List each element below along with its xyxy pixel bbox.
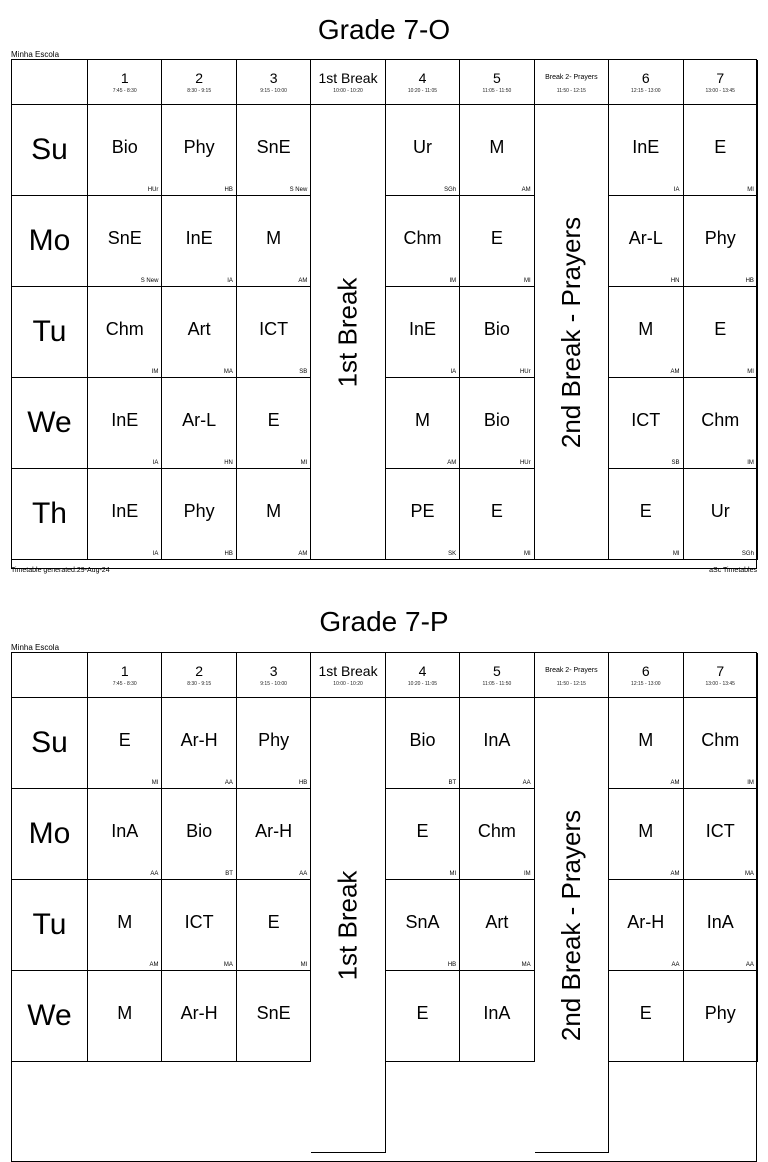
lesson-cell	[88, 287, 162, 378]
subject-code: SnA	[405, 911, 440, 932]
period-label: 3	[269, 663, 278, 679]
teacher-code: IA	[152, 460, 159, 466]
generated-date: Timetable generated:29-Aug-24	[11, 567, 110, 574]
lesson-cell	[684, 789, 758, 880]
period-time: 11:50 - 12:15	[556, 681, 586, 687]
lesson-cell	[684, 287, 758, 378]
lesson-cell	[684, 698, 758, 789]
period-label: Break 2- Prayers	[545, 74, 598, 81]
period-header	[535, 60, 609, 105]
period-label: 1	[120, 663, 129, 679]
subject-code: Bio	[483, 318, 510, 339]
subject-code: InA	[483, 729, 511, 750]
period-time: 13:00 - 13:45	[705, 88, 735, 94]
period-time: 10:00 - 10:20	[333, 681, 363, 687]
period-time: 11:05 - 11:50	[482, 681, 512, 687]
subject-code: Phy	[258, 729, 290, 750]
lesson-cell	[460, 880, 534, 971]
teacher-code: MI	[449, 871, 457, 877]
lesson-cell	[609, 789, 683, 880]
subject-code: E	[714, 136, 727, 157]
period-label: 2	[195, 70, 204, 86]
teacher-code: SGh	[741, 551, 754, 557]
teacher-code: MA	[521, 962, 531, 968]
teacher-code: MI	[300, 962, 308, 968]
lesson-cell	[460, 378, 534, 469]
day-label: We	[12, 378, 88, 469]
lesson-cell	[162, 698, 236, 789]
subject-code: InA	[706, 911, 734, 932]
lesson-cell	[684, 880, 758, 971]
teacher-code: MI	[672, 551, 680, 557]
lesson-cell	[609, 196, 683, 287]
period-header	[609, 60, 683, 105]
page-title: Grade 7-O	[317, 14, 451, 45]
lesson-cell	[88, 196, 162, 287]
software-credit: aSc Timetables	[709, 567, 757, 574]
teacher-code: BT	[448, 780, 457, 786]
day-label: Mo	[12, 196, 88, 287]
corner-cell	[12, 60, 88, 105]
teacher-code: AA	[299, 871, 308, 877]
day-label: Th	[12, 469, 88, 560]
lesson-cell	[460, 971, 534, 1062]
subject-code: ICT	[184, 911, 214, 932]
subject-code: E	[490, 500, 503, 521]
period-header	[237, 60, 311, 105]
lesson-cell	[162, 469, 236, 560]
break-label: 1st Break	[332, 870, 363, 980]
subject-code: M	[117, 1002, 133, 1023]
subject-code: E	[267, 409, 280, 430]
subject-code: E	[639, 500, 652, 521]
teacher-code: HB	[224, 551, 233, 557]
lesson-cell	[88, 105, 162, 196]
lesson-cell	[237, 789, 311, 880]
teacher-code: HB	[298, 780, 308, 786]
period-header	[535, 653, 609, 698]
period-label: 4	[418, 663, 427, 679]
subject-code: Bio	[111, 136, 138, 157]
subject-code: ICT	[631, 409, 661, 430]
lesson-cell	[88, 971, 162, 1062]
lesson-cell	[88, 880, 162, 971]
prayer-break-label: 2nd Break - Prayers	[555, 216, 586, 448]
lesson-cell	[609, 880, 683, 971]
lesson-cell	[162, 378, 236, 469]
period-header	[88, 60, 162, 105]
lesson-cell	[386, 378, 460, 469]
period-header	[684, 653, 758, 698]
subject-code: InE	[632, 136, 660, 157]
period-header	[609, 653, 683, 698]
period-header	[88, 653, 162, 698]
teacher-code: IA	[450, 369, 457, 375]
subject-code: InE	[185, 227, 213, 248]
period-label: 7	[716, 663, 725, 679]
subject-code: M	[638, 729, 654, 750]
subject-code: SnE	[107, 227, 142, 248]
lesson-cell	[609, 378, 683, 469]
period-time: 9:15 - 10:00	[260, 681, 287, 687]
day-label: We	[12, 971, 88, 1062]
period-label: 7	[716, 70, 725, 86]
day-label: Mo	[12, 789, 88, 880]
subject-code: E	[714, 318, 727, 339]
period-label: 1st Break	[318, 663, 378, 679]
lesson-cell	[386, 105, 460, 196]
teacher-code: AM	[670, 369, 680, 375]
subject-code: Bio	[483, 409, 510, 430]
subject-code: Art	[485, 911, 509, 932]
subject-code: E	[416, 820, 429, 841]
teacher-code: IM	[747, 460, 754, 466]
teacher-code: MA	[744, 871, 754, 877]
period-time: 10:00 - 10:20	[333, 88, 363, 94]
subject-code: E	[639, 1002, 652, 1023]
lesson-cell	[386, 469, 460, 560]
school-name: Minha Escola	[11, 643, 60, 652]
teacher-code: MI	[300, 460, 308, 466]
teacher-code: AA	[522, 780, 531, 786]
period-header	[311, 60, 385, 105]
lesson-cell	[162, 880, 236, 971]
lesson-cell	[386, 196, 460, 287]
lesson-cell	[237, 378, 311, 469]
subject-code: Phy	[704, 1002, 736, 1023]
period-header	[311, 653, 385, 698]
lesson-cell	[684, 378, 758, 469]
subject-code: SnE	[256, 136, 291, 157]
teacher-code: MI	[523, 278, 531, 284]
subject-code: M	[489, 136, 505, 157]
subject-code: Ar-H	[180, 1002, 218, 1023]
period-time: 7:45 - 8:30	[112, 681, 137, 687]
period-label: 5	[493, 70, 501, 86]
subject-code: Ar-H	[255, 820, 293, 841]
subject-code: M	[638, 318, 654, 339]
period-header	[460, 653, 534, 698]
day-label: Su	[12, 698, 88, 789]
teacher-code: IM	[151, 369, 159, 375]
subject-code: E	[416, 1002, 429, 1023]
teacher-code: SB	[299, 369, 308, 375]
subject-code: ICT	[705, 820, 735, 841]
lesson-cell	[237, 105, 311, 196]
lesson-cell	[162, 971, 236, 1062]
lesson-cell	[609, 698, 683, 789]
period-time: 7:45 - 8:30	[112, 88, 137, 94]
prayer-break-column	[535, 105, 609, 560]
subject-code: Bio	[409, 729, 436, 750]
subject-code: InE	[111, 409, 139, 430]
lesson-cell	[88, 789, 162, 880]
subject-code: InE	[111, 500, 139, 521]
period-time: 12:15 - 13:00	[631, 681, 661, 687]
subject-code: PE	[410, 500, 435, 521]
teacher-code: IM	[449, 278, 457, 284]
teacher-code: AM	[521, 187, 531, 193]
teacher-code: HB	[224, 187, 233, 193]
teacher-code: IM	[523, 871, 531, 877]
lesson-cell	[684, 105, 758, 196]
lesson-cell	[237, 469, 311, 560]
subject-code: Chm	[105, 318, 144, 339]
period-time: 12:15 - 13:00	[631, 88, 661, 94]
subject-code: Chm	[477, 820, 516, 841]
teacher-code: AA	[150, 871, 159, 877]
lesson-cell	[237, 971, 311, 1062]
teacher-code: AM	[670, 871, 680, 877]
period-header	[386, 60, 460, 105]
period-label: 1st Break	[318, 70, 378, 86]
teacher-code: MA	[223, 369, 233, 375]
lesson-cell	[162, 196, 236, 287]
teacher-code: HN	[670, 278, 680, 284]
lesson-cell	[386, 789, 460, 880]
teacher-code: AM	[447, 460, 457, 466]
lesson-cell	[460, 698, 534, 789]
lesson-cell	[237, 880, 311, 971]
period-header	[162, 60, 236, 105]
teacher-code: IA	[673, 187, 680, 193]
period-time: 10:20 - 11:05	[407, 681, 438, 687]
period-header	[162, 653, 236, 698]
teacher-code: SGh	[444, 187, 457, 193]
lesson-cell	[237, 698, 311, 789]
subject-code: Ur	[710, 500, 730, 521]
lesson-cell	[162, 789, 236, 880]
lesson-cell	[386, 880, 460, 971]
subject-code: M	[117, 911, 133, 932]
subject-code: Ar-H	[180, 729, 218, 750]
subject-code: M	[414, 409, 430, 430]
break-column	[311, 105, 385, 560]
teacher-code: HUr	[147, 187, 159, 193]
day-label: Tu	[12, 287, 88, 378]
subject-code: M	[266, 227, 282, 248]
corner-cell	[12, 653, 88, 698]
teacher-code: IA	[227, 278, 233, 284]
lesson-cell	[460, 469, 534, 560]
period-time: 8:30 - 9:15	[187, 681, 212, 687]
teacher-code: MI	[747, 187, 754, 193]
lesson-cell	[88, 698, 162, 789]
teacher-code: SB	[671, 460, 680, 466]
teacher-code: HUr	[519, 460, 531, 466]
subject-code: M	[266, 500, 282, 521]
subject-code: Chm	[701, 409, 740, 430]
prayer-break-label: 2nd Break - Prayers	[555, 809, 586, 1041]
teacher-code: AA	[671, 962, 680, 968]
subject-code: InE	[408, 318, 436, 339]
period-time: 11:05 - 11:50	[482, 88, 512, 94]
subject-code: Art	[187, 318, 211, 339]
period-label: Break 2- Prayers	[545, 667, 598, 674]
teacher-code: IA	[152, 551, 159, 557]
subject-code: M	[638, 820, 654, 841]
subject-code: SnE	[256, 1002, 291, 1023]
subject-code: Ar-H	[627, 911, 665, 932]
teacher-code: AM	[298, 278, 308, 284]
lesson-cell	[162, 105, 236, 196]
subject-code: Chm	[701, 729, 740, 750]
period-time: 10:20 - 11:05	[407, 88, 438, 94]
subject-code: Chm	[403, 227, 442, 248]
subject-code: Phy	[183, 500, 215, 521]
subject-code: E	[490, 227, 503, 248]
lesson-cell	[162, 287, 236, 378]
subject-code: Ur	[412, 136, 432, 157]
subject-code: Phy	[183, 136, 215, 157]
subject-code: ICT	[259, 318, 289, 339]
lesson-cell	[684, 971, 758, 1062]
period-header	[237, 653, 311, 698]
day-label: Tu	[12, 880, 88, 971]
lesson-cell	[237, 196, 311, 287]
subject-code: InA	[111, 820, 139, 841]
day-label: Su	[12, 105, 88, 196]
teacher-code: IM	[747, 780, 754, 786]
subject-code: Ar-L	[628, 227, 663, 248]
prayer-break-column	[535, 698, 609, 1153]
lesson-cell	[609, 971, 683, 1062]
teacher-code: MI	[523, 551, 531, 557]
timetable-grid	[11, 59, 757, 569]
period-label: 2	[195, 663, 204, 679]
lesson-cell	[609, 105, 683, 196]
period-time: 9:15 - 10:00	[260, 88, 287, 94]
period-time: 8:30 - 9:15	[187, 88, 212, 94]
period-label: 6	[641, 663, 650, 679]
lesson-cell	[609, 287, 683, 378]
lesson-cell	[237, 287, 311, 378]
period-label: 3	[269, 70, 278, 86]
lesson-cell	[386, 698, 460, 789]
teacher-code: AA	[745, 962, 754, 968]
page-title: Grade 7-P	[319, 606, 449, 637]
period-time: 13:00 - 13:45	[705, 681, 735, 687]
lesson-cell	[460, 105, 534, 196]
teacher-code: HB	[447, 962, 457, 968]
period-label: 6	[641, 70, 650, 86]
period-time: 11:50 - 12:15	[556, 88, 586, 94]
break-column	[311, 698, 385, 1153]
lesson-cell	[460, 196, 534, 287]
lesson-cell	[88, 378, 162, 469]
teacher-code: MI	[747, 369, 754, 375]
lesson-cell	[460, 287, 534, 378]
break-label: 1st Break	[332, 277, 363, 387]
school-name: Minha Escola	[11, 50, 60, 59]
teacher-code: HUr	[519, 369, 531, 375]
subject-code: InA	[483, 1002, 511, 1023]
period-label: 5	[493, 663, 501, 679]
teacher-code: MA	[223, 962, 233, 968]
teacher-code: AM	[149, 962, 159, 968]
teacher-code: S New	[289, 187, 308, 193]
lesson-cell	[460, 789, 534, 880]
period-header	[684, 60, 758, 105]
period-label: 4	[418, 70, 427, 86]
subject-code: Ar-L	[182, 409, 217, 430]
teacher-code: AM	[298, 551, 308, 557]
subject-code: E	[267, 911, 280, 932]
subject-code: Bio	[186, 820, 213, 841]
subject-code: E	[118, 729, 131, 750]
teacher-code: BT	[225, 871, 233, 877]
lesson-cell	[386, 971, 460, 1062]
period-label: 1	[120, 70, 129, 86]
teacher-code: SK	[448, 551, 457, 557]
period-header	[460, 60, 534, 105]
timetable-grid	[11, 652, 757, 1162]
lesson-cell	[88, 469, 162, 560]
teacher-code: AA	[224, 780, 233, 786]
lesson-cell	[386, 287, 460, 378]
period-header	[386, 653, 460, 698]
teacher-code: HB	[745, 278, 754, 284]
teacher-code: S New	[140, 278, 159, 284]
teacher-code: AM	[670, 780, 680, 786]
lesson-cell	[684, 469, 758, 560]
lesson-cell	[609, 469, 683, 560]
teacher-code: HN	[224, 460, 233, 466]
lesson-cell	[684, 196, 758, 287]
teacher-code: MI	[151, 780, 159, 786]
subject-code: Phy	[704, 227, 736, 248]
